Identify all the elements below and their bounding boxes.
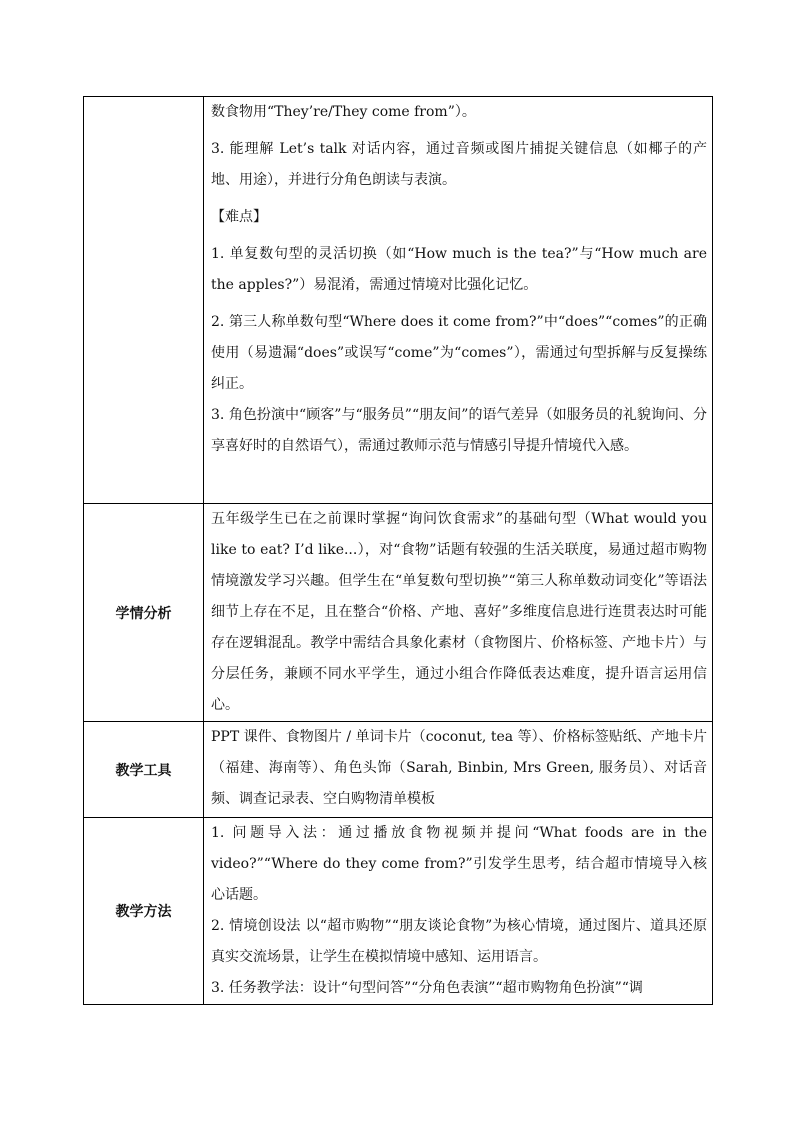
row-label-cell — [84, 97, 204, 504]
table-row — [84, 722, 713, 818]
table-row — [84, 818, 713, 1005]
paragraph: 3. 能理解 Let’s talk 对话内容，通过音频或图片捕捉关键信息（如椰子的产地、用途），并进行分角色朗读与表演。 — [211, 141, 707, 188]
section-heading-difficulties: 【难点】 — [211, 209, 267, 225]
paragraph: 3. 任务教学法：设计“句型问答”“分角色表演”“超市购物角色扮演”“调 — [211, 980, 643, 996]
row-content-cell — [204, 722, 713, 818]
row-label: 教学工具 — [115, 762, 172, 779]
paragraph: 1. 单复数句型的灵活切换（如“How much is the tea?”与“How much are the apples?”）易混淆，需通过情境对比强化记忆。 — [211, 246, 707, 293]
row-label-cell — [84, 722, 204, 818]
row-content-cell — [204, 504, 713, 722]
row-label-cell — [84, 818, 204, 1005]
row-label-cell — [84, 504, 204, 722]
paragraph: 2. 情境创设法 以“超市购物”“朋友谈论食物”为核心情境，通过图片、道具还原真实交流场景，让学生在模拟情境中感知、运用语言。 — [211, 918, 707, 965]
paragraph: 1. 问题导入法：通过播放食物视频并提问“What foods are in the video?”“Where do they come from?”引发学生思考，结合超市情境导入核心话题。 — [211, 825, 707, 903]
paragraph: 3. 角色扮演中“顾客”与“服务员”“朋友间”的语气差异（如服务员的礼貌询问、分享喜好时的自然语气），需通过教师示范与情感引导提升情境代入感。 — [211, 407, 707, 454]
row-label: 学情分析 — [115, 605, 172, 622]
table-row — [84, 504, 713, 722]
table-row — [84, 97, 713, 504]
paragraph: 数食物用“They’re/They come from”）。 — [211, 104, 476, 120]
paragraph: 2. 第三人称单数句型“Where does it come from?”中“does”“comes”的正确使用（易遗漏“does”或误写“come”为“comes”），需通过句型拆解与反复操练纠正。 — [211, 314, 707, 392]
row-label: 教学方法 — [115, 904, 172, 920]
paragraph: 五年级学生已在之前课时掌握“询问饮食需求”的基础句型（What would you like to eat? I’d like...），对“食物”话题有较强的生活关联度，易通过超市购物情境激发学习兴趣。但学生在“单复数句型切换”“第三人称单数动词变化”等语法细节上存在不足，且在整合“价格、产地、喜好”多维度信息进行连贯表达时可能存在逻辑混乱。教学中需结合具象化素材（食物图片、价格标签、产地卡片）与分层任务，兼顾不同水平学生，通过小组合作降低表达难度，提升语言运用信心。 — [211, 511, 707, 713]
lesson-plan-table — [83, 96, 713, 1005]
row-content-cell — [204, 97, 713, 504]
row-content-cell — [204, 818, 713, 1005]
paragraph: PPT 课件、食物图片 / 单词卡片（coconut, tea 等）、价格标签贴纸、产地卡片（福建、海南等）、角色头饰（Sarah, Binbin, Mrs Green, 服务员）、对话音频、调查记录表、空白购物清单模板 — [211, 729, 707, 807]
